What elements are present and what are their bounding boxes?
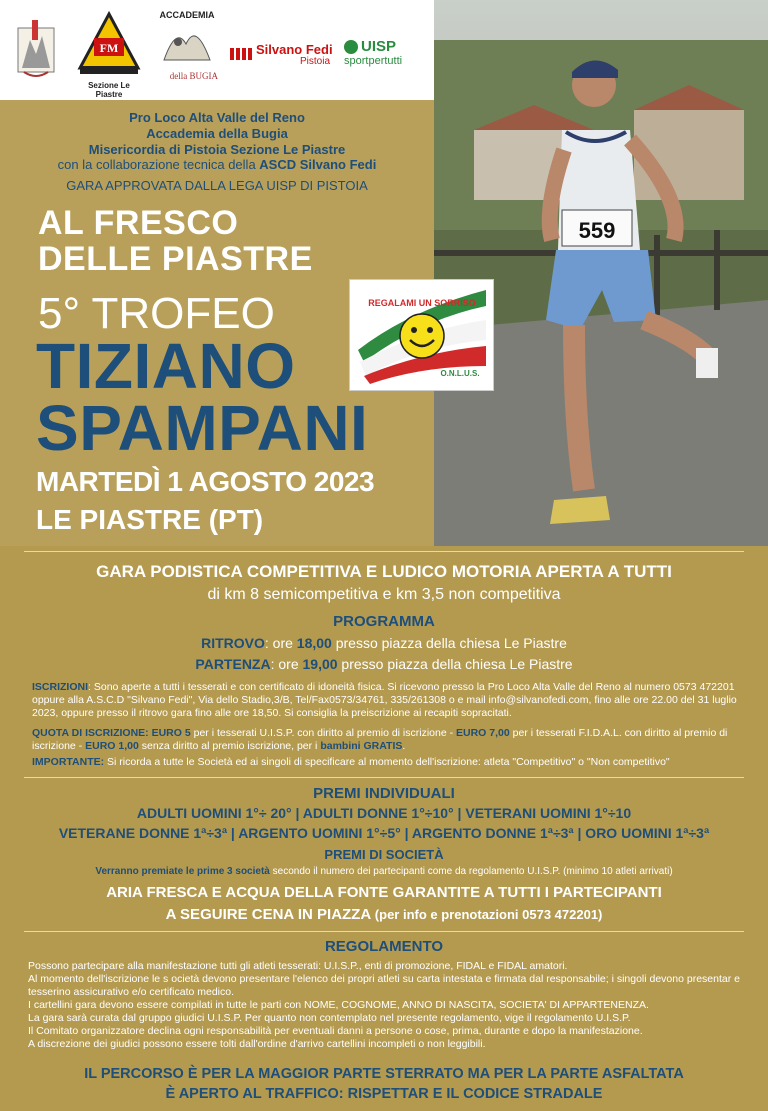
- ritrovo-pre: : ore: [264, 635, 297, 651]
- accademia-bottom: della BUGIA: [169, 71, 218, 81]
- runner-photo: [434, 0, 768, 546]
- footer-line-1: IL PERCORSO È PER LA MAGGIOR PARTE STERRATO MA PER LA PARTE ASFALTATA: [84, 1066, 684, 1082]
- iscrizioni-text: : Sono aperte a tutti i tesserati e con certificato di idoneità fisica. Si ricevono presso la Pro Loco Alta Valle del Reno al numero 0573 472201 oppure alla A.S.C.D "Silvano Fedi", Via dello Stadio,3/B, Tel/Fax0573/34761, 335/261308 o e mail info@silvanofedi.com, fino alle ore 22.00 del 31 luglio 2023, oppure presso il ritrovo gara fino alle ore 18,50. Si consiglia la preiscrizione ai recapiti sopracitati.: [32, 681, 737, 719]
- cena-line: [0, 906, 768, 923]
- cena-info: (per info e prenotazioni 0573 472201): [371, 907, 603, 922]
- accademia-logo: [156, 10, 218, 90]
- svg-text:FM: FM: [99, 41, 119, 55]
- divider: [24, 931, 744, 932]
- badge-text: REGALAMI UN SORRISO: [368, 298, 476, 308]
- iscrizioni-paragraph: [32, 681, 748, 720]
- premi-societa-rest: secondo il numero dei partecipanti come da regolamento U.I.S.P. (minimo 10 atleti arrivati): [269, 866, 673, 877]
- quota-label: QUOTA DI ISCRIZIONE: EURO 5: [32, 727, 191, 739]
- runner-bib-number: 559: [578, 218, 616, 243]
- organizer-line-2: Accademia della Bugia: [146, 126, 288, 141]
- premi-line-1: ADULTI UOMINI 1°÷ 20° | ADULTI DONNE 1°÷10° | VETERANI UOMINI 1°÷10: [136, 805, 632, 821]
- regolamento-text: [28, 960, 748, 1051]
- name-line-1: TIZIANO: [36, 330, 296, 402]
- uisp-name: UISP: [361, 38, 397, 55]
- premi-societa-bold: Verranno premiate le prime 3 società: [95, 866, 270, 877]
- uisp-sub: sportpertutti: [344, 55, 403, 67]
- trofeo-title: 5° TROFEO: [38, 289, 275, 338]
- silvano-fedi-logo: [230, 40, 336, 120]
- partenza-time: 19,00: [302, 656, 338, 672]
- regolamento-p4: La gara sarà curata dal gruppo giudici U.I.S.P. Per quanto non contemplato nel presente regolamento, vige il regolamento U.I.S.P.: [28, 1012, 631, 1024]
- premi-societa-title: PREMI DI SOCIETÀ: [324, 847, 444, 862]
- partenza-line: [0, 656, 768, 672]
- quota-bambini: bambini GRATIS: [320, 740, 403, 752]
- event-place: LE PIASTRE (PT): [36, 504, 264, 535]
- regalami-un-sorriso-badge: [349, 279, 494, 391]
- race-subtitle: di km 8 semicompetitiva e km 3,5 non competitiva: [207, 586, 561, 603]
- organizer-line-4: [0, 157, 434, 172]
- regolamento-title: REGOLAMENTO: [324, 938, 444, 955]
- partenza-label: PARTENZA: [195, 656, 271, 672]
- organizer-line-3: Misericordia di Pistoia Sezione Le Piastre: [88, 142, 346, 157]
- proloco-logo: [10, 10, 62, 90]
- quota-text-3: senza diritto al premio iscrizione, per i: [138, 740, 321, 752]
- premi-line-2: VETERANE DONNE 1ª÷3ª | ARGENTO UOMINI 1°÷5° | ARGENTO DONNE 1ª÷3ª | ORO UOMINI 1ª÷3ª: [58, 825, 710, 841]
- ritrovo-time: 18,00: [296, 635, 332, 651]
- quota-euro-1: EURO 1,00: [85, 740, 139, 752]
- regolamento-p6: A discrezione dei giudici possono essere tolti dall'ordine d'arrivo cartellini incompleti o non leggibili.: [28, 1038, 486, 1050]
- organizer-line-4-bold: ASCD Silvano Fedi: [259, 157, 377, 172]
- quota-end: .: [402, 740, 406, 752]
- ritrovo-line: [0, 635, 768, 651]
- misericordia-logo: [76, 10, 142, 99]
- ritrovo-post: presso piazza della chiesa Le Piastre: [331, 635, 567, 651]
- ritrovo-label: RITROVO: [201, 635, 265, 651]
- aria-fresca-line: ARIA FRESCA E ACQUA DELLA FONTE GARANTITE A TUTTI I PARTECIPANTI: [106, 884, 662, 901]
- hero-line-1: AL FRESCO: [38, 204, 239, 242]
- organizer-line-4-prefix: con la collaborazione tecnica della: [57, 157, 260, 172]
- iscrizioni-label: ISCRIZIONI: [32, 681, 89, 693]
- cena-text: A SEGUIRE CENA IN PIAZZA: [165, 906, 372, 923]
- silvano-sub: Pistoia: [300, 56, 331, 67]
- partenza-post: presso piazza della chiesa Le Piastre: [337, 656, 573, 672]
- divider: [24, 777, 744, 778]
- programma-title: PROGRAMMA: [333, 613, 435, 630]
- regolamento-p1: Possono partecipare alla manifestazione tutti gli atleti tesserati: U.I.S.P., enti di promozione, FIDAL e FIDAL amatori.: [28, 960, 568, 972]
- approved-line: GARA APPROVATA DALLA LEGA UISP DI PISTOIA: [66, 178, 368, 193]
- silvano-name: Silvano Fedi: [256, 42, 333, 57]
- regolamento-p3: I cartellini gara devono essere compilati in tutte le parti con NOME, COGNOME, ANNO DI NASCITA, SOCIETA' DI APPARTENENZA.: [28, 999, 649, 1011]
- quota-euro-7: EURO 7,00: [456, 727, 510, 739]
- premi-title: PREMI INDIVIDUALI: [313, 785, 455, 802]
- regolamento-p2: Al momento dell'iscrizione le s ocietà devono presentare l'elenco dei propri atleti su carta intestata e firmata dal responsabile; i singoli devono presentar e tesserino assicurativo e/o certificato medico.: [28, 973, 740, 998]
- premi-societa-text: [0, 866, 768, 877]
- accademia-top: ACCADEMIA: [159, 10, 215, 20]
- divider: [24, 551, 744, 552]
- uisp-emblem-icon: [344, 40, 358, 54]
- quota-text-1: per i tesserati U.I.S.P. con diritto al premio di iscrizione -: [190, 727, 457, 739]
- name-line-2: SPAMPANI: [36, 392, 369, 464]
- smiley-icon: [400, 314, 444, 358]
- partenza-pre: : ore: [270, 656, 303, 672]
- misericordia-caption: Sezione Le Piastre: [88, 81, 130, 99]
- footer-line-2: È APERTO AL TRAFFICO: RISPETTAR E IL CODICE STRADALE: [165, 1086, 603, 1102]
- importante-paragraph: [32, 756, 748, 769]
- race-title: GARA PODISTICA COMPETITIVA E LUDICO MOTORIA APERTA A TUTTI: [96, 562, 672, 581]
- quota-text-2: per i tesserati F.I.D.A.L. con diritto al premio di iscrizione -: [32, 727, 728, 752]
- uisp-logo: [344, 38, 424, 118]
- flag-stripes-icon: [230, 48, 252, 60]
- quota-paragraph: [32, 727, 748, 753]
- importante-label: IMPORTANTE:: [32, 756, 105, 768]
- hero-line-2: DELLE PIASTRE: [38, 240, 313, 278]
- event-date: MARTEDÌ 1 AGOSTO 2023: [36, 466, 375, 497]
- logo-bar: [0, 0, 434, 100]
- regolamento-p5: Il Comitato organizzatore declina ogni responsabilità per eventuali danni a persone o cose, prima, durante e dopo la manifestazione.: [28, 1025, 643, 1037]
- organizer-line-1: Pro Loco Alta Valle del Reno: [129, 110, 305, 125]
- badge-sub: O.N.L.U.S.: [440, 369, 480, 378]
- importante-text: Si ricorda a tutte le Società ed ai singoli di specificare al momento dell'iscrizione: atleta "Competitivo" o "Non competitivo": [104, 756, 670, 768]
